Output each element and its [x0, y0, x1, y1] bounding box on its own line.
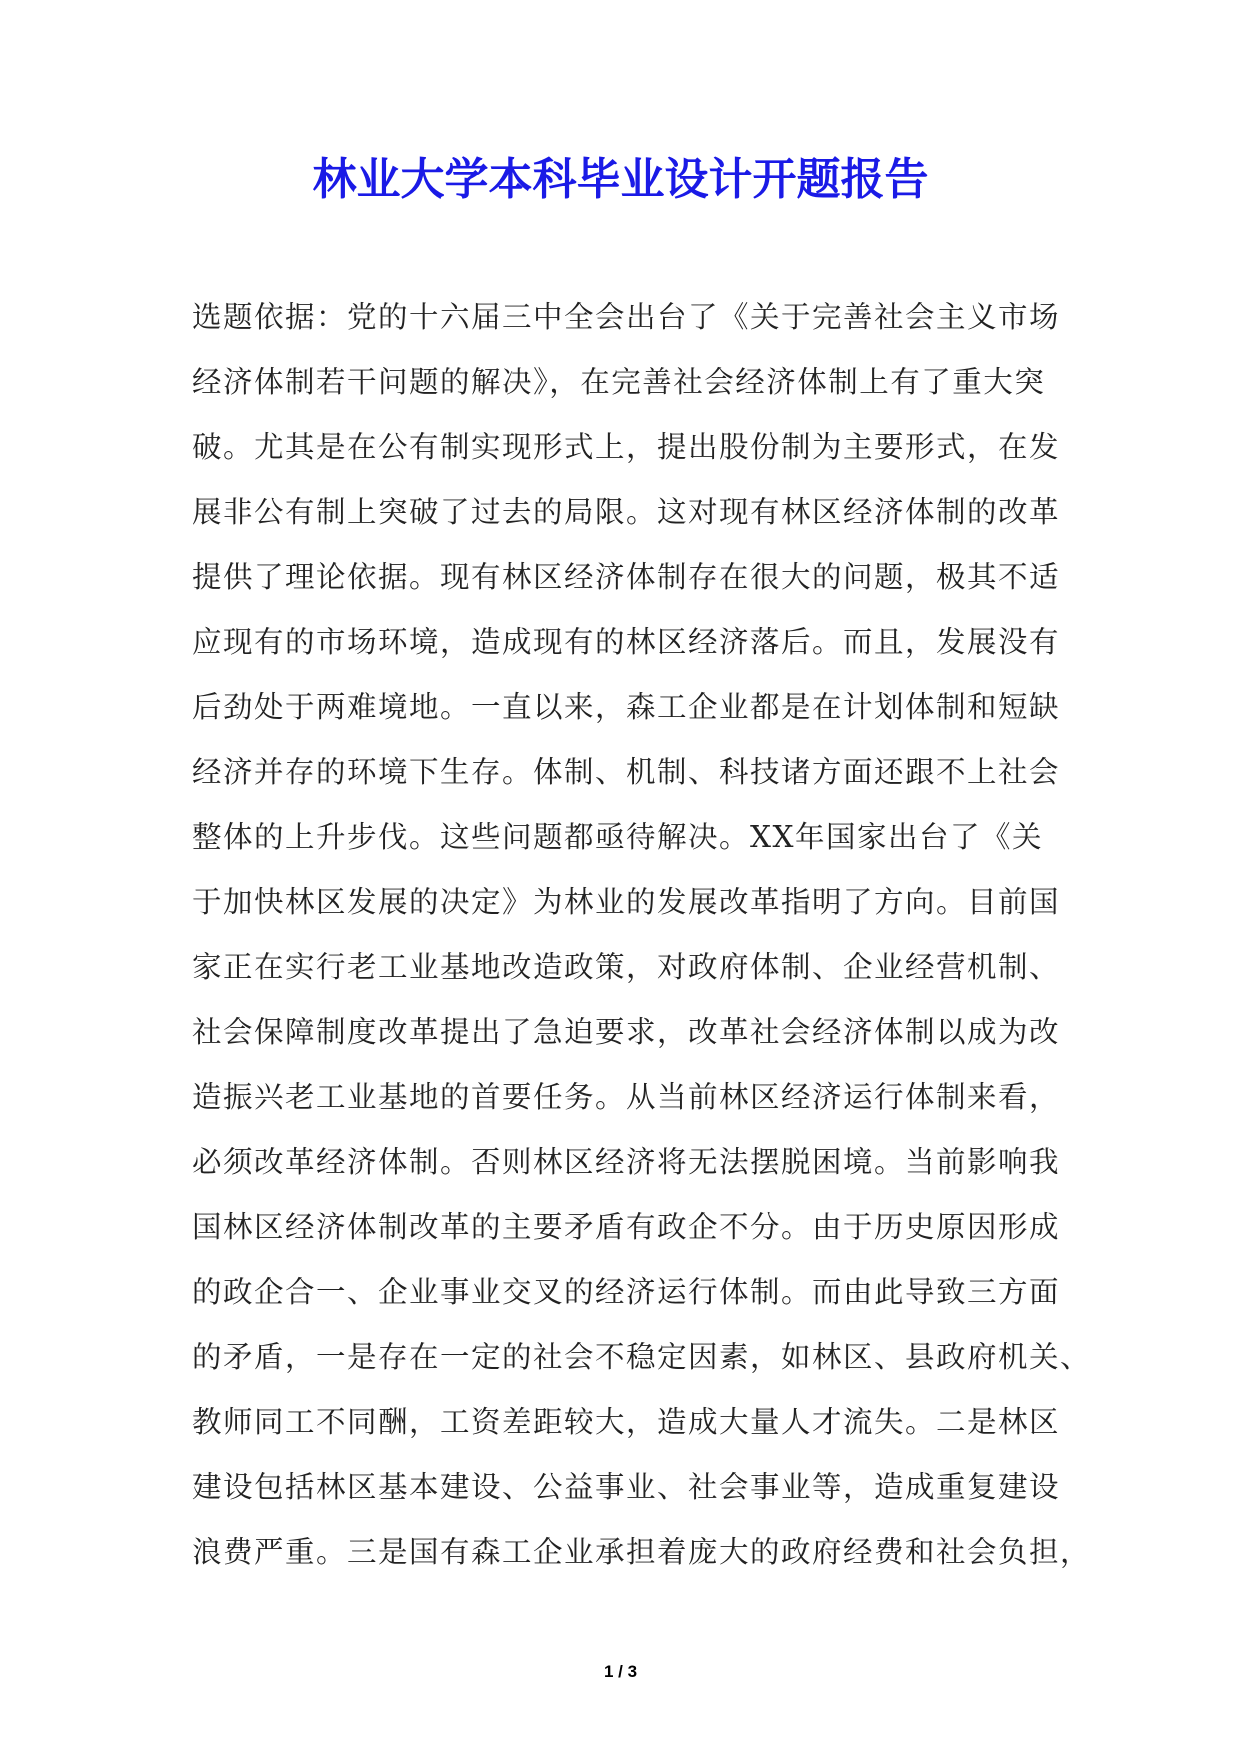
text-line: 家正在实行老工业基地改造政策，对政府体制、企业经营机制、: [192, 950, 1061, 984]
page-number: 1 / 3: [603, 1662, 638, 1681]
text-line: 浪费严重。三是国有森工企业承担着庞大的政府经费和社会负担，: [192, 1535, 1092, 1569]
text-line: 破。尤其是在公有制实现形式上，提出股份制为主要形式，在发: [192, 430, 1061, 464]
text-line: 造振兴老工业基地的首要任务。从当前林区经济运行体制来看，: [192, 1080, 1061, 1114]
text-line: 于加快林区发展的决定》为林业的发展改革指明了方向。目前国: [192, 885, 1061, 919]
text-line: 社会保障制度改革提出了急迫要求，改革社会经济体制以成为改: [192, 1015, 1061, 1049]
body-text: [192, 285, 1092, 1585]
text-line: 的矛盾，一是存在一定的社会不稳定因素，如林区、县政府机关、: [192, 1340, 1092, 1374]
text-line: 建设包括林区基本建设、公益事业、社会事业等，造成重复建设: [192, 1470, 1061, 1504]
text-line: 必须改革经济体制。否则林区经济将无法摆脱困境。当前影响我: [192, 1145, 1061, 1179]
text-line: 应现有的市场环境，造成现有的林区经济落后。而且，发展没有: [192, 625, 1061, 659]
document-title: 林业大学本科毕业设计开题报告: [312, 154, 929, 205]
text-line: 提供了理论依据。现有林区经济体制存在很大的问题，极其不适: [192, 560, 1061, 594]
text-line: 经济体制若干问题的解决》，在完善社会经济体制上有了重大突: [192, 365, 1046, 399]
text-line: 选题依据：党的十六届三中全会出台了《关于完善社会主义市场: [192, 300, 1061, 334]
text-line: 经济并存的环境下生存。体制、机制、科技诸方面还跟不上社会: [192, 755, 1061, 789]
text-line: 的政企合一、企业事业交叉的经济运行体制。而由此导致三方面: [192, 1275, 1061, 1309]
text-line: 整体的上升步伐。这些问题都亟待解决。XX年国家出台了《关: [192, 820, 1044, 854]
text-line: 展非公有制上突破了过去的局限。这对现有林区经济体制的改革: [192, 495, 1061, 529]
text-line: 教师同工不同酬，工资差距较大，造成大量人才流失。二是林区: [192, 1405, 1061, 1439]
text-line: 后劲处于两难境地。一直以来，森工企业都是在计划体制和短缺: [192, 690, 1061, 724]
text-line: 国林区经济体制改革的主要矛盾有政企不分。由于历史原因形成: [192, 1210, 1061, 1244]
